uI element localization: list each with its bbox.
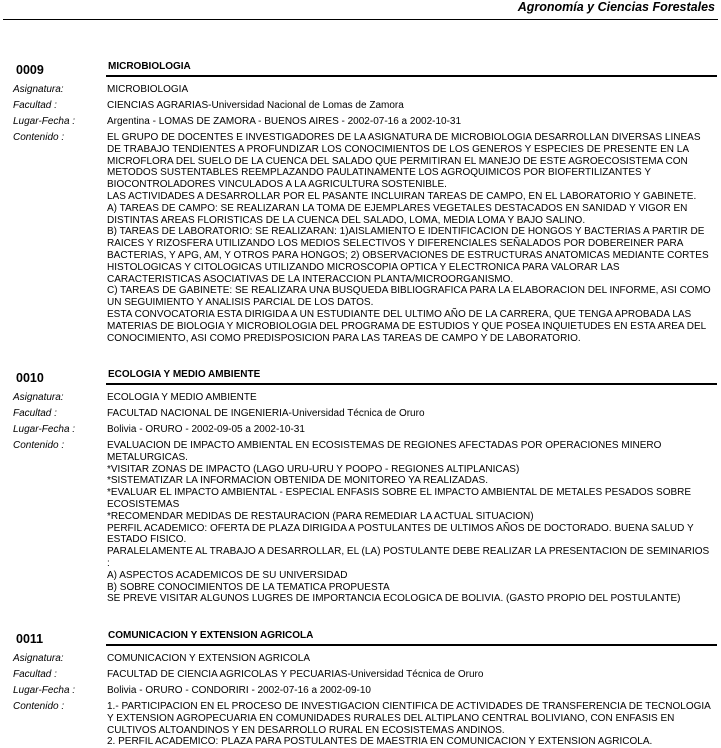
lugar-fecha-label: Lugar-Fecha : — [13, 685, 76, 696]
facultad-value: FACULTAD DE CIENCIA AGRICOLAS Y PECUARIAS-Universidad Técnica de Oruro — [107, 669, 484, 680]
contenido-paragraph: B) SOBRE CONOCIMIENTOS DE LA TEMATICA PROPUESTA — [107, 581, 390, 593]
contenido-paragraph: 2. PERFIL ACADEMICO: PLAZA PARA POSTULANTES DE MAESTRIA EN COMUNICACION Y EXTENSION AGRICOLA. — [107, 736, 653, 748]
contenido-paragraph: EVALUACION DE IMPACTO AMBIENTAL EN ECOSISTEMAS DE REGIONES AFECTADAS POR OPERACIONES MINERO METALURGICAS. — [107, 440, 662, 463]
entry-title-rule — [106, 644, 717, 646]
asignatura-value: MICROBIOLOGIA — [107, 84, 189, 95]
contenido-paragraph: *EVALUAR EL IMPACTO AMBIENTAL - ESPECIAL ENFASIS SOBRE EL IMPACTO AMBIENTAL DE METALES PESADOS SOBRE ECOSISTEMAS — [107, 487, 692, 510]
entry-title-rule — [106, 383, 717, 385]
entry-title: COMUNICACION Y EXTENSION AGRICOLA — [108, 630, 314, 641]
lugar-fecha-value: Bolivia - ORURO - CONDORIRI - 2002-07-16 a 2002-09-10 — [107, 685, 371, 696]
contenido-paragraph: PERFIL ACADEMICO: OFERTA DE PLAZA DIRIGIDA A POSTULANTES DE ULTIMOS AÑOS DE DOCTORADO. BUENA SALUD Y ESTADO FISICO. — [107, 522, 694, 546]
contenido-label: Contenido : — [13, 132, 65, 143]
contenido-paragraph: PARALELAMENTE AL TRABAJO A DESARROLLAR, EL (LA) POSTULANTE DEBE REALIZAR LA PRESENTACION DE SEMINARIOS : — [107, 546, 710, 569]
facultad-label: Facultad : — [13, 100, 57, 111]
contenido-paragraph: B) TAREAS DE LABORATORIO: SE REALIZARAN: 1)AISLAMIENTO E IDENTIFICACION DE HONGOS Y BACTERIAS A PARTIR DE RAICES Y RIZOSFERA UTILIZANDO LOS MEDIOS SELECTIVOS Y DIFERENCIALES SEÑALADOS POR DOBEREINER PARA BACTERIAS, Y APG, AM, Y OTROS PARA HONGOS; 2) OBSERVACIONES DE ESTRUCTURAS ANATOMICAS MEDIANTE CORTES HISTOLOGICAS Y CITOLOGICAS UTILIZANDO MICROSCOPIA OPTICA Y ELECTRONICA PARA VALORAR LAS CARACTERISTICAS ASOCIATIVAS DE LA INTERACCION PLANTA/MICROORGANISMO. — [107, 226, 709, 285]
entry-title: MICROBIOLOGIA — [108, 61, 191, 72]
facultad-label: Facultad : — [13, 408, 57, 419]
lugar-fecha-value: Bolivia - ORURO - 2002-09-05 a 2002-10-31 — [107, 424, 305, 435]
page-header-title: Agronomía y Ciencias Forestales — [517, 0, 715, 14]
contenido-paragraph: LAS ACTIVIDADES A DESARROLLAR POR EL PASANTE INCLUIRAN TAREAS DE CAMPO, EN EL LABORATORIO Y GABINETE. — [107, 190, 697, 202]
contenido-paragraph: *SISTEMATIZAR LA INFORMACION OBTENIDA DE MONITOREO YA REALIZADAS. — [107, 475, 488, 487]
contenido-label: Contenido : — [13, 440, 65, 451]
contenido-paragraph: *RECOMENDAR MEDIDAS DE RESTAURACION (PARA REMEDIAR LA ACTUAL SITUACION) — [107, 510, 534, 522]
contenido-text — [107, 132, 712, 344]
contenido-text — [107, 440, 712, 605]
asignatura-value: ECOLOGIA Y MEDIO AMBIENTE — [107, 392, 257, 403]
lugar-fecha-label: Lugar-Fecha : — [13, 424, 76, 435]
contenido-label: Contenido : — [13, 701, 65, 712]
facultad-label: Facultad : — [13, 669, 57, 680]
entry-title: ECOLOGIA Y MEDIO AMBIENTE — [108, 369, 261, 380]
entry-code: 0009 — [16, 63, 44, 77]
entry-code: 0010 — [16, 371, 44, 385]
contenido-paragraph: SE PREVE VISITAR ALGUNOS LUGRES DE IMPORTANCIA ECOLOGICA DE BOLIVIA. (GASTO PROPIO DEL POSTULANTE) — [107, 593, 681, 605]
asignatura-label: Asignatura: — [13, 392, 64, 403]
lugar-fecha-label: Lugar-Fecha : — [13, 116, 76, 127]
contenido-paragraph: *VISITAR ZONAS DE IMPACTO (LAGO URU-URU Y POOPO - REGIONES ALTIPLANICAS) — [107, 463, 520, 475]
contenido-paragraph: EL GRUPO DE DOCENTES E INVESTIGADORES DE LA ASIGNATURA DE MICROBIOLOGIA DESARROLLAN DIVERSAS LINEAS DE TRABAJO TENDIENTES A PROFUNDIZAR LOS CONOCIMIENTOS DE LOS GENEROS Y ESPECIES DE PRESENTE EN LA MICROFLORA DEL SUELO DE LA CUENCA DEL SALADO QUE PERMITIRAN EL MANEJO DE ESTE AGROECOSISTEMA CON METODOS SUSTENTABLES REEMPLAZANDO PAULATINAMENTE LOS AGROQUIMICOS POR BIOFERTILIZANTES Y BIOCONTROLADORES VINCULADOS A LA AGRICULTURA SOSTENIBLE. — [107, 132, 701, 191]
facultad-value: CIENCIAS AGRARIAS-Universidad Nacional de Lomas de Zamora — [107, 100, 404, 111]
header-divider — [3, 19, 718, 20]
contenido-paragraph: 1.- PARTICIPACION EN EL PROCESO DE INVESTIGACION CIENTIFICA DE ACTIVIDADES DE TRANSFERENCIA DE TECNOLOGIA Y EXTENSION AGROPECUARIA EN COMUNIDADES RURALES DEL ALTIPLANO CENTRAL BOLIVIANO, CON ENFASIS EN CULTIVOS ALTOANDINOS Y EN DESARROLLO RURAL EN ECOSISTEMAS ANDINOS. — [107, 701, 711, 736]
entry-title-rule — [106, 75, 717, 77]
facultad-value: FACULTAD NACIONAL DE INGENIERIA-Universidad Técnica de Oruro — [107, 408, 425, 419]
contenido-paragraph: C) TAREAS DE GABINETE: SE REALIZARA UNA BUSQUEDA BIBLIOGRAFICA PARA LA ELABORACION DEL INFORME, ASI COMO UN SEGUIMIENTO Y ANALISIS PARCIAL DE LOS DATOS. — [107, 285, 711, 309]
asignatura-label: Asignatura: — [13, 653, 64, 664]
entry-code: 0011 — [16, 632, 44, 646]
contenido-paragraph: ESTA CONVOCATORIA ESTA DIRIGIDA A UN ESTUDIANTE DEL ULTIMO AÑO DE LA CARRERA, QUE TENGA APROBADA LAS MATERIAS DE BIOLOGIA Y MICROBIOLOGIA DEL PROGRAMA DE ESTUDIOS Y QUE POSEA INQUIETUDES EN ESTA AREA DEL CONOCIMIENTO, ASI COMO PREDISPOSICION PARA LAS TAREAS DE CAMPO Y DE LABORATORIO. — [107, 308, 706, 344]
contenido-paragraph: A) TAREAS DE CAMPO: SE REALIZARAN LA TOMA DE EJEMPLARES VEGETALES DESTACADOS EN SANIDAD Y VIGOR EN DISTINTAS AREAS FLORISTICAS DE LA CUENCA DEL SALADO, LOMA, MEDIA LOMA Y BAJO SALINO. — [107, 202, 688, 226]
contenido-paragraph: A) ASPECTOS ACADEMICOS DE SU UNIVERSIDAD — [107, 569, 348, 581]
lugar-fecha-value: Argentina - LOMAS DE ZAMORA - BUENOS AIRES - 2002-07-16 a 2002-10-31 — [107, 116, 462, 127]
asignatura-label: Asignatura: — [13, 84, 64, 95]
asignatura-value: COMUNICACION Y EXTENSION AGRICOLA — [107, 653, 311, 664]
contenido-text — [107, 701, 712, 748]
